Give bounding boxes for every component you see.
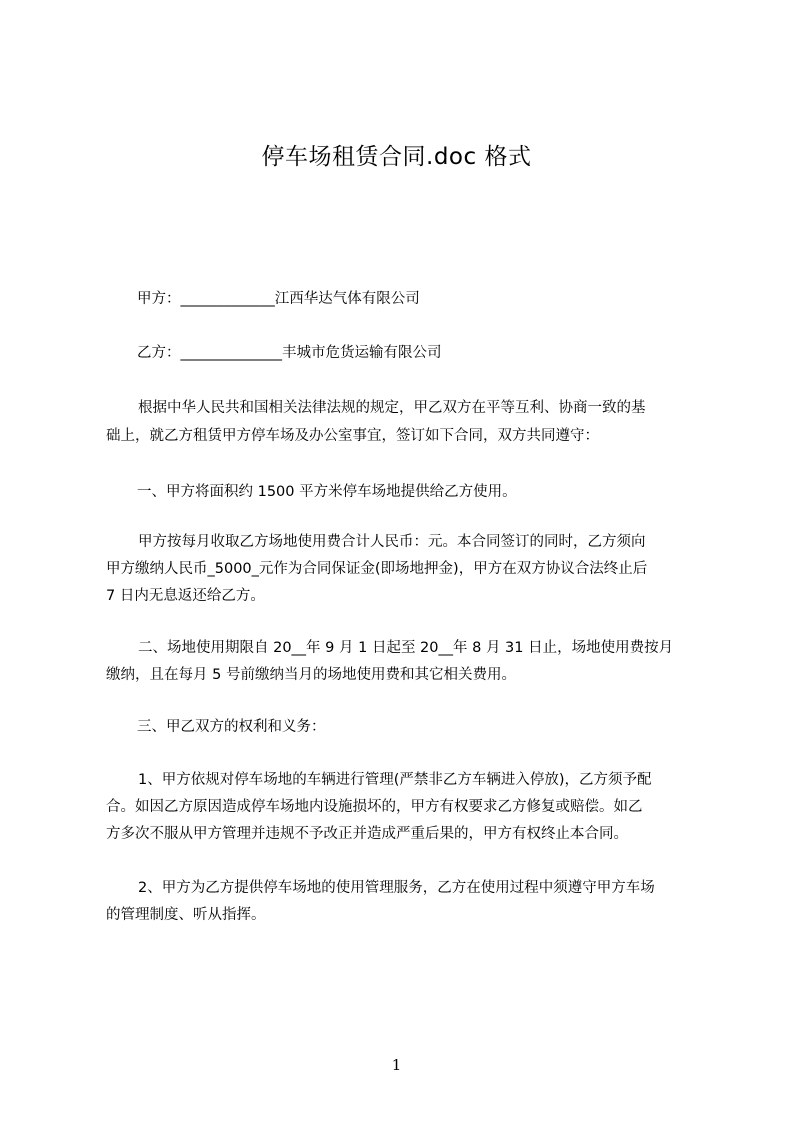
intro-line-1: 根据中华人民共和国相关法律法规的规定，甲乙双方在平等互利、协商一致的基 [138, 400, 646, 416]
page-number: 1 [391, 1056, 402, 1074]
clause-3-heading: 三、甲乙双方的权利和义务： [137, 719, 326, 735]
item-2-line-1: 2、甲方为乙方提供停车场地的使用管理服务，乙方在使用过程中须遵守甲方车场 [138, 880, 655, 896]
fee-line-3: 7 日内无息返还给乙方。 [106, 588, 265, 604]
document-title: 停车场租赁合同.doc 格式 [261, 144, 532, 170]
party-b-line: 乙方：______________丰城市危货运输有限公司 [137, 345, 442, 361]
clause-1-line: 一、甲方将面积约 1500 平方米停车场地提供给乙方使用。 [137, 484, 517, 500]
intro-line-2: 础上，就乙方租赁甲方停车场及办公室事宜，签订如下合同，双方共同遵守： [106, 428, 599, 444]
fee-line-1: 甲方按每月收取乙方场地使用费合计人民币：元。本合同签订的同时，乙方须向 [138, 534, 646, 550]
item-1-line-1: 1、甲方依规对停车场地的车辆进行管理(严禁非乙方车辆进入停放)，乙方须予配 [138, 772, 652, 788]
item-1-line-2: 合。如因乙方原因造成停车场地内设施损坏的，甲方有权要求乙方修复或赔偿。如乙 [106, 799, 643, 815]
fee-line-2: 甲方缴纳人民币_5000_元作为合同保证金(即场地押金)，甲方在双方协议合法终止后 [106, 561, 648, 577]
party-a-line: 甲方：_____________江西华达气体有限公司 [137, 291, 420, 307]
clause-2-line-1: 二、场地使用期限自 20__年 9 月 1 日起至 20__年 8 月 31 日止，场地使用费按月 [138, 640, 674, 656]
item-1-line-3: 方多次不服从甲方管理并违规不予改正并造成严重后果的，甲方有权终止本合同。 [106, 826, 628, 842]
clause-2-line-2: 缴纳，且在每月 5 号前缴纳当月的场地使用费和其它相关费用。 [106, 667, 516, 683]
item-2-line-2: 的管理制度、听从指挥。 [106, 907, 266, 923]
